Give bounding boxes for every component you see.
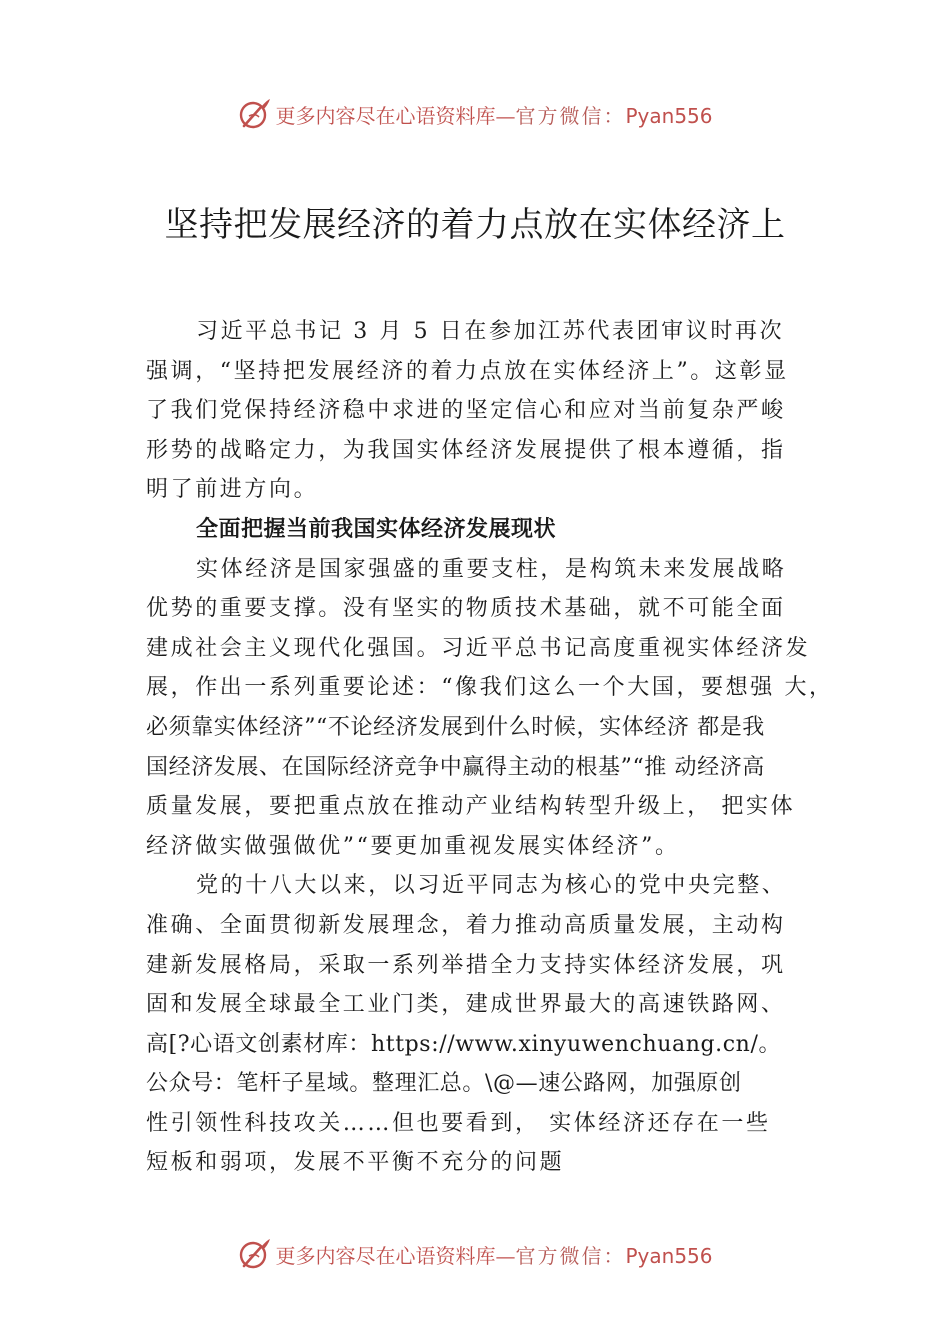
article-title: 坚持把发展经济的着力点放在实体经济上 [164,205,786,245]
paragraph-line: 质量发展，要把重点放在推动产业结构转型升级上， 把实体 [146,794,796,820]
banner-text [275,1240,712,1269]
banner-slogan: 更多内容尽在心语资料库 [275,103,496,128]
article-body [146,312,836,1183]
footer-banner [0,1234,950,1274]
header-banner [0,94,950,134]
paragraph-line: 公众号：笔杆子星域。整理汇总。\@—速公路网，加强原创 [146,1071,742,1097]
paragraph-line: 优势的重要支撑。没有坚实的物质技术基础，就不可能全面 [146,596,786,622]
paragraph-line: 国经济发展、在国际经济竞争中赢得主动的根基”“推 动经济高 [146,754,765,780]
paragraph-line: 实体经济是国家强盛的重要支柱，是构筑未来发展战略 [196,556,787,582]
paragraph-line: 短板和弱项，发展不平衡不充分的问题 [146,1150,565,1176]
banner-slogan: 更多内容尽在心语资料库 [275,1243,496,1268]
banner-dash: — [495,103,516,128]
paragraph-line: 建新发展格局，采取一系列举措全力支持实体经济发展，巩 [146,952,786,978]
paragraph-line: 党的十八大以来，以习近平同志为核心的党中央完整、 [196,873,787,899]
paragraph-line: 强调，“坚持把发展经济的着力点放在实体经济上”。这彰显 [146,358,789,384]
paragraph-line: 高[?心语文创素材库：https://www.xinyuwenchuang.cn/。 [146,1031,782,1057]
banner-dash: — [495,1243,516,1268]
banner-wechat-id: Pyan556 [625,103,713,128]
paragraph-line: 性引领性科技攻关……但也要看到， 实体经济还存在一些 [146,1110,771,1136]
paragraph-line: 展，作出一系列重要论述：“像我们这么一个大国，要想强 大， [146,675,834,701]
paragraph-line: 习近平总书记 3 月 5 日在参加江苏代表团审议时再次 [196,319,785,344]
paragraph-line: 建成社会主义现代化强国。习近平总书记高度重视实体经济发 [146,635,811,661]
quill-logo-icon [237,97,271,131]
paragraph-line: 必须靠实体经济”“不论经济发展到什么时候，实体经济 都是我 [146,714,765,740]
banner-text [275,100,712,129]
paragraph-line: 明了前进方向。 [146,477,319,503]
section-heading: 全面把握当前我国实体经济发展现状 [196,516,557,542]
paragraph-line: 形势的战略定力，为我国实体经济发展提供了根本遵循，指 [146,437,786,463]
banner-wechat-label: 官方微信： [515,103,626,128]
paragraph-line: 固和发展全球最全工业门类，建成世界最大的高速铁路网、 [146,992,786,1018]
banner-wechat-label: 官方微信： [515,1243,626,1268]
paragraph-line: 经济做实做强做优”“要更加重视发展实体经济”。 [146,833,680,859]
quill-logo-icon [237,1237,271,1271]
paragraph-line: 准确、全面贯彻新发展理念，着力推动高质量发展，主动构 [146,912,786,938]
banner-wechat-id: Pyan556 [625,1243,713,1268]
paragraph-line: 了我们党保持经济稳中求进的坚定信心和应对当前复杂严峻 [146,398,786,424]
